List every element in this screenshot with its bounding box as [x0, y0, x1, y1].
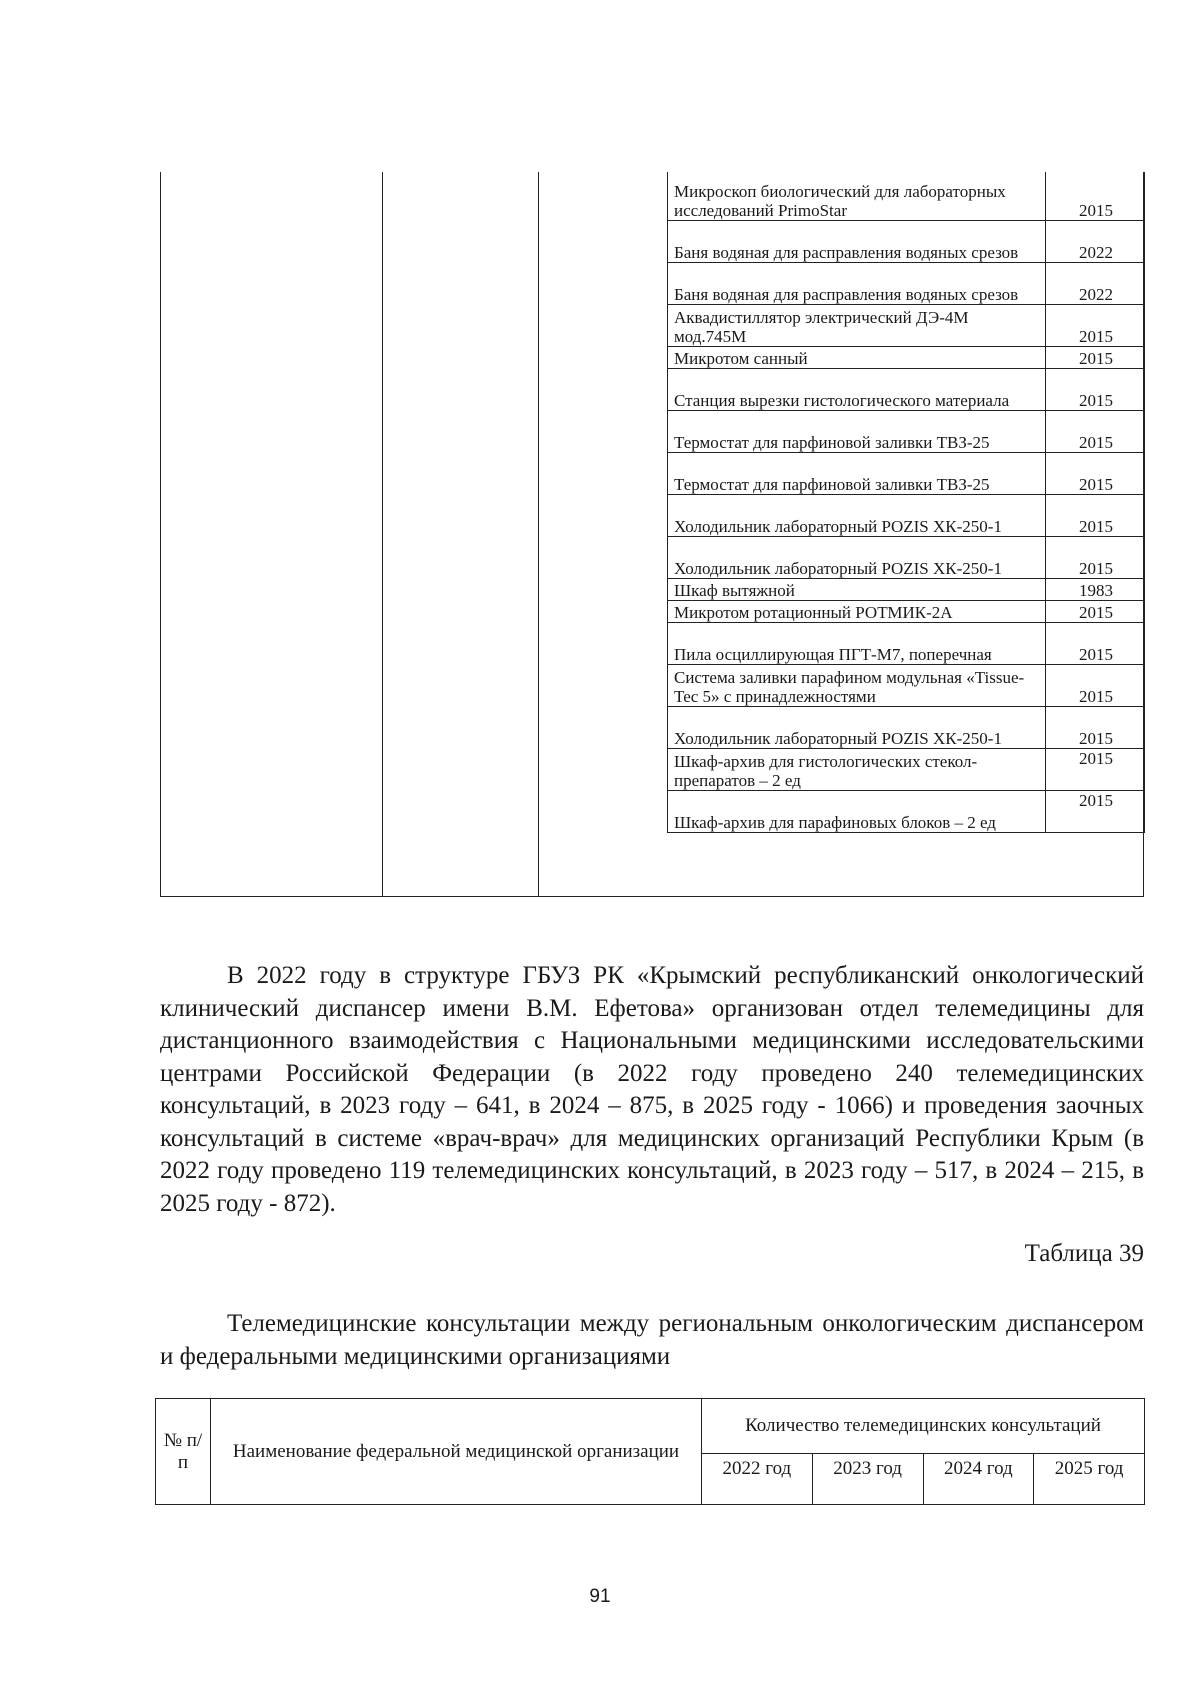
equipment-year: 2015 — [1046, 706, 1145, 748]
equipment-year: 2015 — [1046, 664, 1145, 706]
table-row — [668, 262, 1145, 304]
equipment-name: Аквадистиллятор электрический ДЭ-4М мод.745М — [668, 304, 1046, 346]
table-label: Таблица 39 — [1024, 1240, 1144, 1267]
table-bottom-border — [160, 896, 1144, 897]
equipment-name: Баня водяная для расправления водяных срезов — [668, 262, 1046, 304]
equipment-year: 1983 — [1046, 578, 1145, 600]
table-row — [668, 304, 1145, 346]
column-border — [160, 172, 161, 897]
table-row — [668, 706, 1145, 748]
equipment-year: 2015 — [1046, 452, 1145, 494]
table-row — [668, 452, 1145, 494]
table-row — [668, 748, 1145, 790]
equipment-name: Шкаф вытяжной — [668, 578, 1046, 600]
page-number: 91 — [589, 1586, 611, 1607]
table-row — [668, 622, 1145, 664]
equipment-name: Пила осциллирующая ПГТ-М7, поперечная — [668, 622, 1046, 664]
table-row — [668, 346, 1145, 368]
equipment-name: Холодильник лабораторный POZIS ХК-250-1 — [668, 706, 1046, 748]
equipment-year: 2015 — [1046, 600, 1145, 622]
table-title: Телемедицинские консультации между региональным онкологическим диспансером и федеральными медицинскими организациями — [160, 1310, 1144, 1370]
equipment-year: 2015 — [1046, 622, 1145, 664]
equipment-name: Система заливки парафином модульная «Tissue-Tec 5» с принадлежностями — [668, 664, 1046, 706]
column-border — [538, 172, 539, 897]
equipment-name: Термостат для парфиновой заливки ТВЗ-25 — [668, 410, 1046, 452]
table-row — [668, 368, 1145, 410]
table-row — [668, 664, 1145, 706]
equipment-year: 2015 — [1046, 494, 1145, 536]
header-year: 2024 год — [923, 1454, 1034, 1505]
equipment-year: 2015 — [1046, 172, 1145, 220]
equipment-year: 2015 — [1046, 790, 1145, 832]
table-row — [668, 220, 1145, 262]
equipment-name: Микротом санный — [668, 346, 1046, 368]
table-row — [668, 494, 1145, 536]
equipment-year: 2022 — [1046, 262, 1145, 304]
equipment-year: 2015 — [1046, 346, 1145, 368]
header-organization: Наименование федеральной медицинской организации — [211, 1399, 702, 1505]
equipment-table-continuation — [160, 172, 1144, 897]
equipment-name: Баня водяная для расправления водяных срезов — [668, 220, 1046, 262]
equipment-table — [667, 172, 1145, 833]
equipment-name: Холодильник лабораторный POZIS ХК-250-1 — [668, 536, 1046, 578]
consultations-table — [155, 1398, 1145, 1505]
header-consultation-count: Количество телемедицинских консультаций — [702, 1399, 1145, 1454]
equipment-name: Шкаф-архив для парафиновых блоков – 2 ед — [668, 790, 1046, 832]
equipment-name: Станция вырезки гистологического материала — [668, 368, 1046, 410]
equipment-name: Микроскоп биологический для лабораторных исследований PrimoStar — [668, 172, 1046, 220]
equipment-year: 2015 — [1046, 410, 1145, 452]
equipment-name: Термостат для парфиновой заливки ТВЗ-25 — [668, 452, 1046, 494]
header-year: 2022 год — [702, 1454, 813, 1505]
equipment-year: 2015 — [1046, 748, 1145, 790]
table-row — [668, 172, 1145, 220]
equipment-name: Микротом ротационный РОТМИК-2А — [668, 600, 1046, 622]
equipment-name: Шкаф-архив для гистологических стекол-препаратов – 2 ед — [668, 748, 1046, 790]
table-row — [668, 536, 1145, 578]
telemedicine-paragraph: В 2022 году в структуре ГБУЗ РК «Крымский республиканский онкологический клинический диспансер имени В.М. Ефетова» организован отдел телемедицины для дистанционного взаимодействия с Национальными медицинскими исследовательскими центрами Российской Федерации (в 2022 году проведено 240 телемедицинских консультаций, в 2023 году – 641, в 2024 – 875, в 2025 году - 1066) и проведения заочных консультаций в системе «врач-врач» для медицинских организаций Республики Крым (в 2022 году проведено 119 телемедицинских консультаций, в 2023 году – 517, в 2024 – 215, в 2025 году - 872). — [160, 962, 1144, 1217]
equipment-year: 2022 — [1046, 220, 1145, 262]
equipment-year: 2015 — [1046, 536, 1145, 578]
column-border — [382, 172, 383, 897]
equipment-name: Холодильник лабораторный POZIS ХК-250-1 — [668, 494, 1046, 536]
table-row — [668, 600, 1145, 622]
table-row — [668, 790, 1145, 832]
table-row — [668, 410, 1145, 452]
equipment-year: 2015 — [1046, 368, 1145, 410]
header-number: № п/п — [156, 1399, 211, 1505]
header-year: 2023 год — [812, 1454, 923, 1505]
equipment-year: 2015 — [1046, 304, 1145, 346]
header-year: 2025 год — [1034, 1454, 1145, 1505]
table-row — [668, 578, 1145, 600]
